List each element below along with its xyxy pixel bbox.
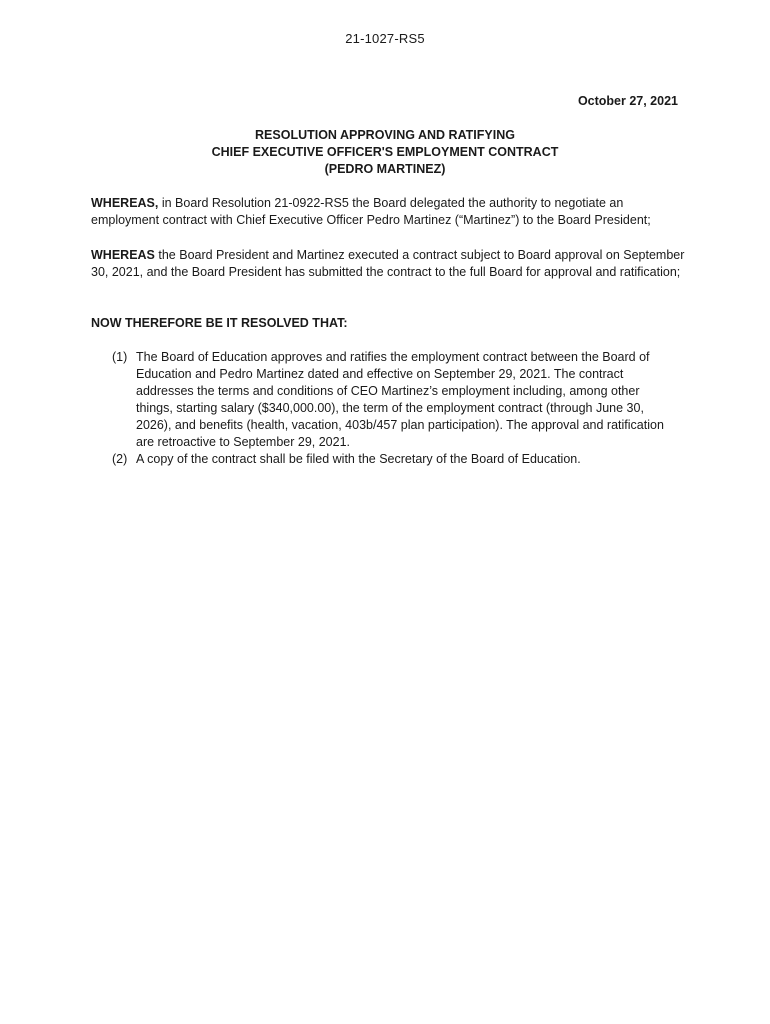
document-date: October 27, 2021 bbox=[577, 94, 678, 108]
list-item bbox=[112, 451, 677, 468]
whereas-text-1: in Board Resolution 21-0922-RS5 the Board delegated the authority to negotiate an employment contract with Chief Executive Officer Pedro Martinez (“Martinez”) to the Board President; bbox=[91, 196, 651, 227]
document-number: 21-1027-RS5 bbox=[345, 31, 425, 46]
list-item-number: (2) bbox=[112, 452, 128, 466]
whereas-lead-1: WHEREAS, bbox=[91, 196, 159, 210]
resolved-heading: NOW THEREFORE BE IT RESOLVED THAT: bbox=[91, 316, 348, 330]
title-line-1: RESOLUTION APPROVING AND RATIFYING bbox=[255, 128, 515, 142]
list-item bbox=[112, 349, 677, 451]
resolution-list bbox=[112, 349, 677, 468]
whereas-paragraph-1 bbox=[91, 195, 691, 229]
resolution-title bbox=[0, 127, 770, 178]
title-line-3: (PEDRO MARTINEZ) bbox=[324, 162, 446, 176]
list-item-text: The Board of Education approves and ratifies the employment contract between the Board of Education and Pedro Martinez dated and effective on September 29, 2021. The contract addresses the terms and conditions of CEO Martinez’s employment including, among other things, starting salary ($340,000.00), the term of the employment contract (through June 30, 2026), and benefits (health, vacation, 403b/457 plan participation). The approval and ratification are retroactive to September 29, 2021. bbox=[136, 350, 664, 449]
list-item-text: A copy of the contract shall be filed with the Secretary of the Board of Education. bbox=[136, 452, 581, 466]
list-item-number: (1) bbox=[112, 350, 128, 364]
whereas-paragraph-2 bbox=[91, 247, 691, 281]
whereas-text-2: the Board President and Martinez executed a contract subject to Board approval on September 30, 2021, and the Board President has submitted the contract to the full Board for approval and ratification; bbox=[91, 248, 685, 279]
title-line-2: CHIEF EXECUTIVE OFFICER'S EMPLOYMENT CONTRACT bbox=[211, 145, 559, 159]
whereas-lead-2: WHEREAS bbox=[91, 248, 155, 262]
